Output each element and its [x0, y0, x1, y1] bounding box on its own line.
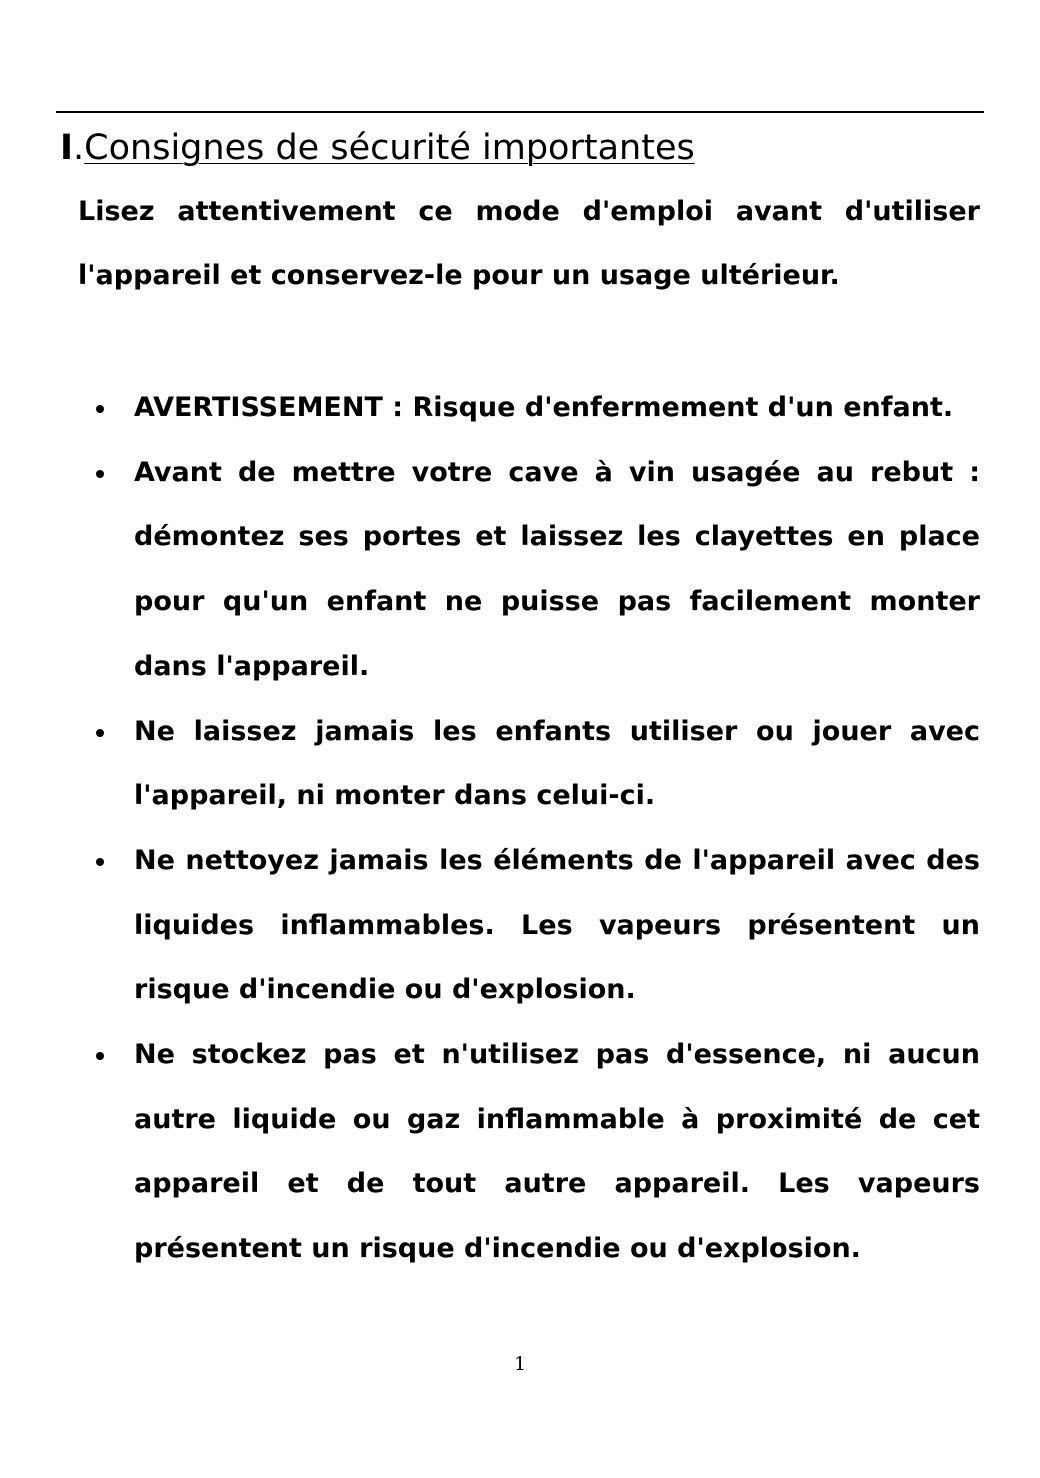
warning-text: Ne laissez jamais les enfants utiliser ou jouer avec l'appareil, ni monter dans celui-ci.: [134, 715, 980, 812]
warning-text: Ne nettoyez jamais les éléments de l'appareil avec des liquides inflammables. Les vapeurs présentent un risque d'incendie ou d'explosion.: [134, 844, 980, 1006]
warning-item: [134, 1023, 980, 1282]
section-heading: [60, 124, 695, 172]
section-number: I: [60, 128, 74, 168]
bullet-icon: [96, 729, 104, 737]
warning-item: [134, 829, 980, 1023]
warning-item: [134, 376, 980, 441]
bullet-icon: [96, 470, 104, 478]
top-rule: [56, 111, 984, 113]
warning-text: AVERTISSEMENT : Risque d'enfermement d'un enfant.: [134, 392, 954, 423]
warning-text: Avant de mettre votre cave à vin usagée au rebut : démontez ses portes et laissez les clayettes en place pour qu'un enfant ne puisse pas facilement monter dans l'appareil.: [134, 456, 980, 682]
section-title: Consignes de sécurité importantes: [84, 128, 695, 168]
bullet-icon: [96, 1052, 104, 1060]
warning-item: [134, 700, 980, 829]
warning-item: [134, 441, 980, 700]
section-separator: .: [73, 128, 85, 168]
bullet-icon: [96, 405, 104, 413]
bullet-icon: [96, 858, 104, 866]
page-number: 1: [513, 1353, 527, 1375]
warning-text: Ne stockez pas et n'utilisez pas d'essence, ni aucun autre liquide ou gaz inflammable à proximité de cet appareil et de tout autre appareil. Les vapeurs présentent un risque d'incendie ou d'explosion.: [134, 1039, 980, 1265]
warnings-list: [134, 376, 980, 1282]
intro-paragraph: Lisez attentivement ce mode d'emploi avant d'utiliser l'appareil et conservez-le pour un usage ultérieur.: [78, 196, 980, 291]
